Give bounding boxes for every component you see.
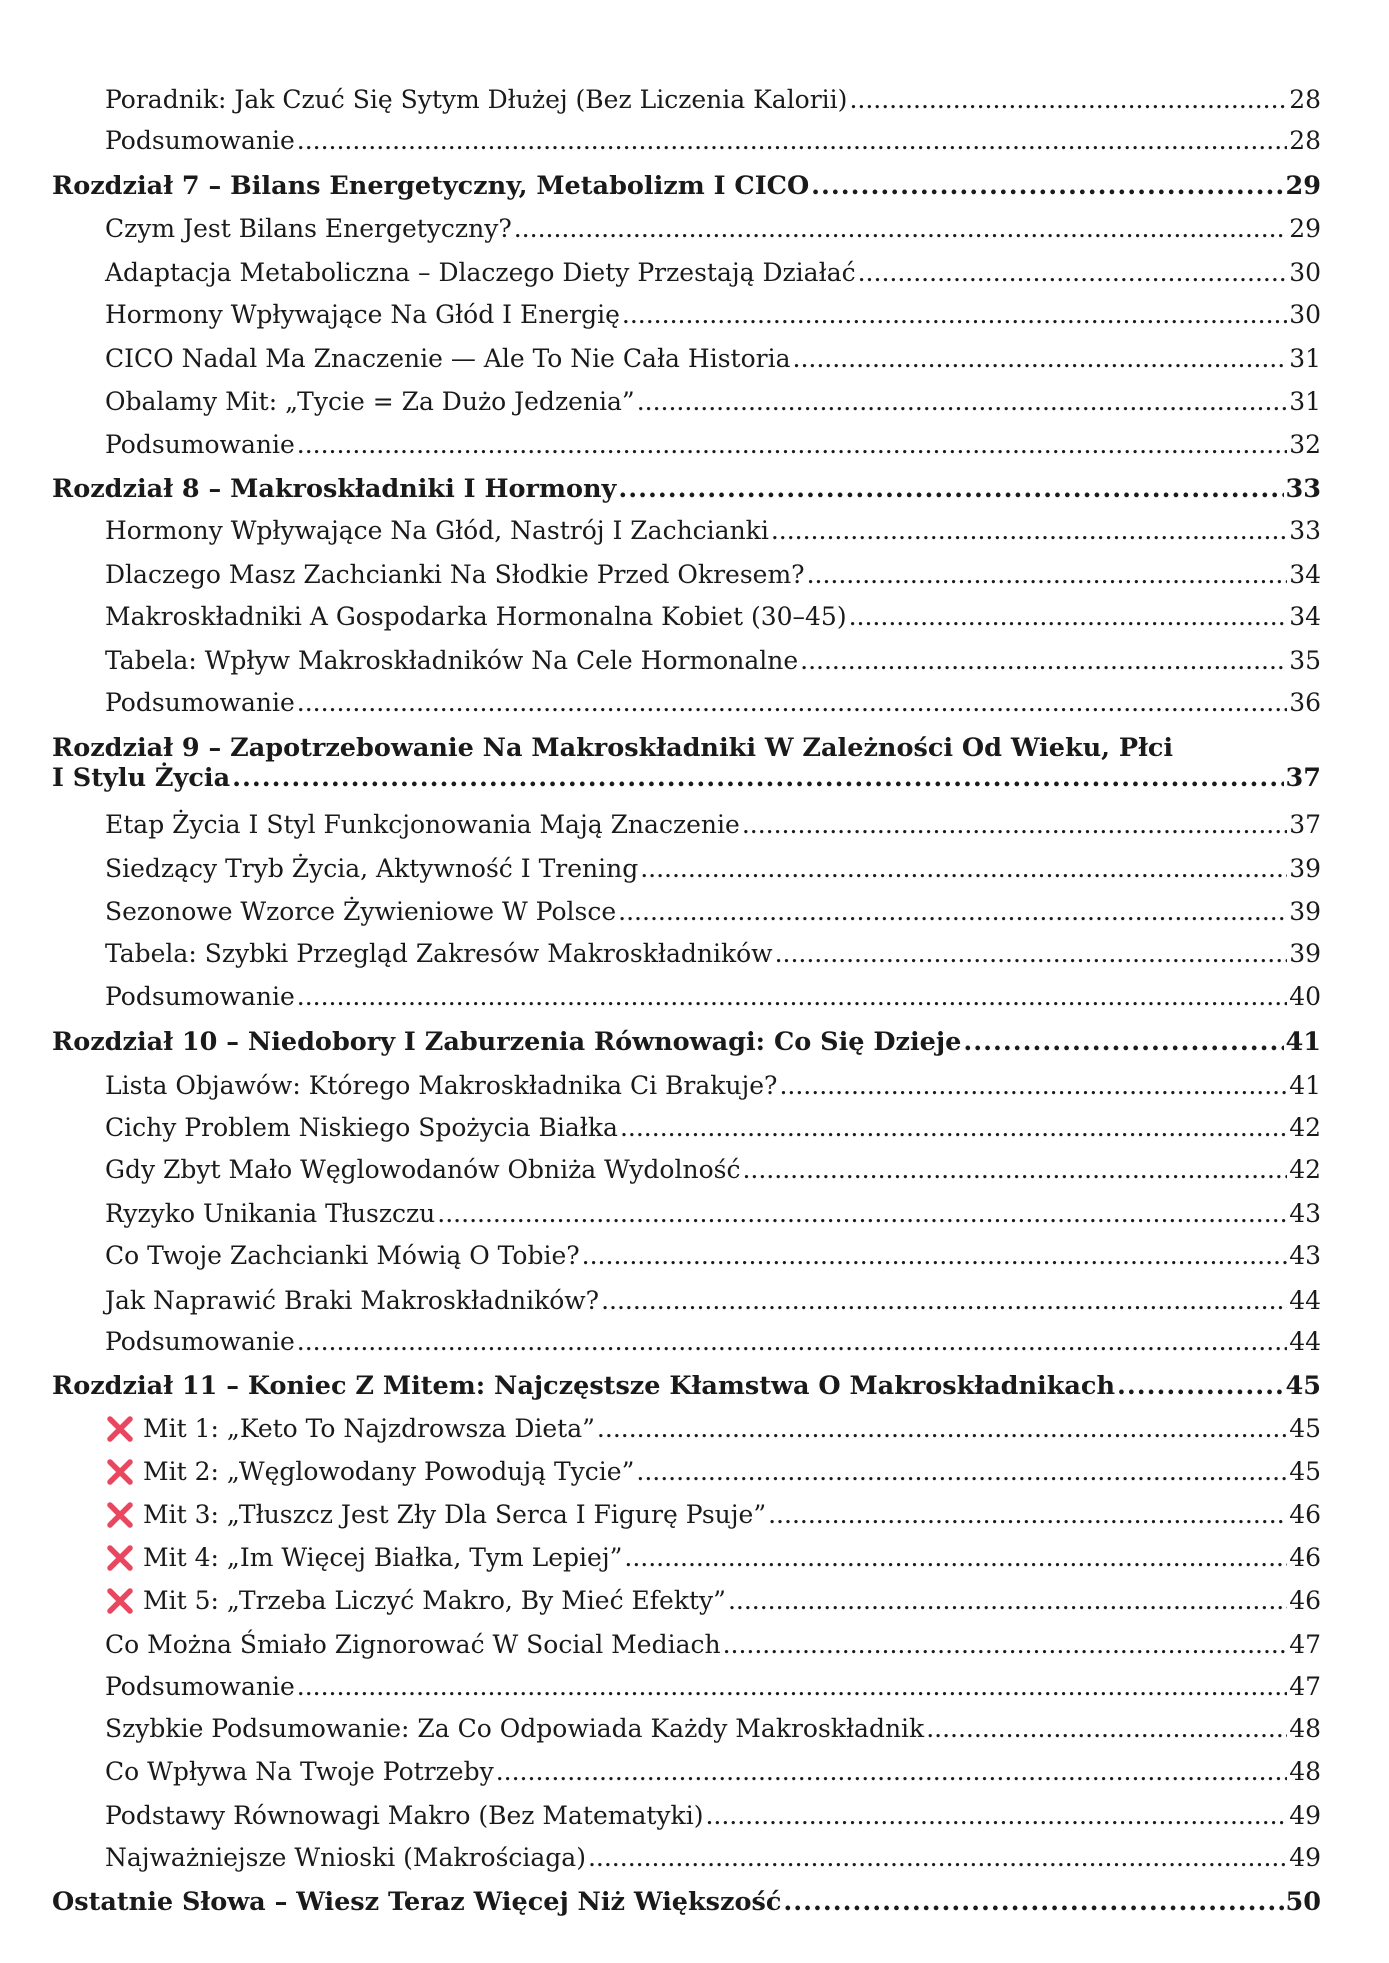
toc-subentry[interactable]	[105, 1327, 1321, 1356]
dot-leader	[783, 1887, 1283, 1917]
toc-entry-title: Siedzący Tryb Życia, Aktywność I Trening	[105, 854, 639, 883]
toc-entry-title: Rozdział 10 – Niedobory I Zaburzenia Równowagi: Co Się Dzieje	[52, 1027, 962, 1057]
toc-subentry[interactable]	[105, 258, 1321, 287]
dot-leader	[636, 1457, 1287, 1486]
toc-page-number: 41	[1285, 1027, 1321, 1057]
toc-subentry[interactable]	[105, 560, 1321, 589]
toc-page-number: 28	[1289, 85, 1321, 114]
toc-entry-title-continued: I Stylu Życia	[52, 763, 231, 793]
toc-entry-title: Ryzyko Unikania Tłuszczu	[105, 1199, 436, 1228]
toc-page-number: 35	[1289, 646, 1321, 675]
x-mark-icon	[105, 1501, 135, 1529]
toc-entry-title: Obalamy Mit: „Tycie = Za Dużo Jedzenia”	[105, 387, 635, 416]
toc-entry-title: Rozdział 8 – Makroskładniki I Hormony	[52, 474, 617, 504]
x-mark-icon	[105, 1544, 135, 1572]
dot-leader	[618, 897, 1287, 926]
dot-leader	[297, 982, 1287, 1011]
toc-chapter-entry[interactable]	[52, 733, 1321, 793]
toc-entry-title: Co Można Śmiało Zignorować W Social Mediach	[105, 1630, 721, 1659]
toc-subentry[interactable]	[105, 1672, 1321, 1701]
toc-page-number: 39	[1289, 854, 1321, 883]
dot-leader	[622, 300, 1287, 329]
dot-leader	[297, 430, 1287, 459]
dot-leader	[618, 474, 1283, 504]
dot-leader	[811, 171, 1283, 201]
toc-page-number: 49	[1289, 1801, 1321, 1830]
toc-page-number: 31	[1289, 387, 1321, 416]
toc-entry-title: Podsumowanie	[105, 430, 295, 459]
toc-subentry[interactable]	[105, 810, 1321, 839]
toc-entry-title: Tabela: Szybki Przegląd Zakresów Makroskładników	[105, 939, 773, 968]
toc-page-number: 34	[1289, 602, 1321, 631]
toc-page-number: 44	[1289, 1327, 1321, 1356]
toc-page-number: 43	[1289, 1241, 1321, 1270]
toc-entry-title: Cichy Problem Niskiego Spożycia Białka	[105, 1113, 618, 1142]
dot-leader	[728, 1586, 1287, 1615]
x-mark-icon	[105, 1415, 135, 1443]
toc-subentry[interactable]	[105, 688, 1321, 717]
toc-entry-title: Co Wpływa Na Twoje Potrzeby	[105, 1757, 494, 1786]
toc-subentry[interactable]	[105, 1155, 1321, 1184]
toc-subentry[interactable]	[105, 344, 1321, 373]
dot-leader	[1117, 1371, 1284, 1401]
toc-subentry[interactable]	[105, 1286, 1321, 1315]
dot-leader	[496, 1757, 1287, 1786]
toc-subentry[interactable]	[105, 1714, 1321, 1743]
toc-subentry[interactable]	[105, 1071, 1321, 1100]
toc-entry-title: CICO Nadal Ma Znaczenie — Ale To Nie Cała Historia	[105, 344, 791, 373]
toc-page-number: 32	[1289, 430, 1321, 459]
toc-entry-title: Ostatnie Słowa – Wiesz Teraz Więcej Niż Większość	[52, 1887, 782, 1917]
toc-entry-title: Szybkie Podsumowanie: Za Co Odpowiada Każdy Makroskładnik	[105, 1714, 925, 1743]
dot-leader	[926, 1714, 1287, 1743]
toc-page-number: 47	[1289, 1672, 1321, 1701]
toc-entry-title: Mit 2: „Węglowodany Powodują Tycie”	[143, 1457, 635, 1486]
toc-entry-title: Jak Naprawić Braki Makroskładników?	[105, 1286, 600, 1315]
toc-page-number: 30	[1289, 258, 1321, 287]
toc-page-number: 46	[1289, 1586, 1321, 1615]
x-mark-icon	[105, 1587, 135, 1615]
toc-chapter-entry[interactable]	[52, 1371, 1321, 1401]
toc-subentry[interactable]	[105, 1500, 1321, 1529]
toc-entry-title: Podsumowanie	[105, 1672, 295, 1701]
toc-entry-title: Podsumowanie	[105, 688, 295, 717]
toc-entry-title: Sezonowe Wzorce Żywieniowe W Polsce	[105, 897, 617, 926]
dot-leader	[800, 646, 1287, 675]
dot-leader	[582, 1241, 1288, 1270]
dot-leader	[742, 810, 1287, 839]
toc-entry-title: Czym Jest Bilans Energetyczny?	[105, 214, 512, 243]
toc-entry-title: Etap Życia I Styl Funkcjonowania Mają Znaczenie	[105, 810, 740, 839]
dot-leader	[849, 602, 1288, 631]
toc-subentry[interactable]	[105, 939, 1321, 968]
toc-page-number: 30	[1289, 300, 1321, 329]
toc-entry-title: Podsumowanie	[105, 126, 295, 155]
dot-leader	[620, 1113, 1287, 1142]
toc-entry-title: Rozdział 9 – Zapotrzebowanie Na Makroskładniki W Zależności Od Wieku, Płci	[52, 733, 1174, 763]
toc-page-number: 39	[1289, 897, 1321, 926]
toc-subentry[interactable]	[105, 854, 1321, 883]
toc-page-number: 47	[1289, 1630, 1321, 1659]
dot-leader	[793, 344, 1288, 373]
toc-subentry[interactable]	[105, 1843, 1321, 1872]
toc-subentry[interactable]	[105, 1113, 1321, 1142]
toc-entry-title: Lista Objawów: Którego Makroskładnika Ci Brakuje?	[105, 1071, 778, 1100]
dot-leader	[768, 1500, 1287, 1529]
dot-leader	[775, 939, 1288, 968]
toc-subentry[interactable]	[105, 982, 1321, 1011]
toc-page-number: 28	[1289, 126, 1321, 155]
toc-page-number: 37	[1285, 763, 1321, 793]
toc-page-number: 43	[1289, 1199, 1321, 1228]
toc-subentry[interactable]	[105, 1757, 1321, 1786]
toc-subentry[interactable]	[105, 897, 1321, 926]
toc-entry-title: Najważniejsze Wnioski (Makrościaga)	[105, 1843, 586, 1872]
toc-entry-title: Mit 4: „Im Więcej Białka, Tym Lepiej”	[143, 1543, 623, 1572]
toc-page-number: 39	[1289, 939, 1321, 968]
toc-page-number: 42	[1289, 1113, 1321, 1142]
toc-page-number: 42	[1289, 1155, 1321, 1184]
toc-page-number: 45	[1289, 1414, 1321, 1443]
toc-page-number: 29	[1289, 214, 1321, 243]
toc-entry-title: Mit 5: „Trzeba Liczyć Makro, By Mieć Efekty”	[143, 1586, 726, 1615]
toc-entry-title: Podsumowanie	[105, 1327, 295, 1356]
dot-leader	[963, 1027, 1283, 1057]
toc-subentry[interactable]	[105, 1457, 1321, 1486]
dot-leader	[297, 688, 1287, 717]
dot-leader	[297, 1672, 1287, 1701]
toc-entry-title: Makroskładniki A Gospodarka Hormonalna Kobiet (30–45)	[105, 602, 847, 631]
toc-page-number: 33	[1285, 474, 1321, 504]
toc-chapter-entry[interactable]	[52, 171, 1321, 201]
toc-page-number: 31	[1289, 344, 1321, 373]
toc-chapter-entry[interactable]	[52, 474, 1321, 504]
toc-page-number: 37	[1289, 810, 1321, 839]
toc-subentry[interactable]	[105, 1801, 1321, 1830]
toc-page-number: 29	[1285, 171, 1321, 201]
toc-page-number: 34	[1289, 560, 1321, 589]
dot-leader	[588, 1843, 1287, 1872]
toc-entry-title: Gdy Zbyt Mało Węglowodanów Obniża Wydolność	[105, 1155, 741, 1184]
toc-page-number: 45	[1289, 1457, 1321, 1486]
toc-page-number: 50	[1285, 1887, 1321, 1917]
toc-subentry[interactable]	[105, 602, 1321, 631]
toc-page-number: 36	[1289, 688, 1321, 717]
dot-leader	[232, 763, 1283, 793]
toc-subentry[interactable]	[105, 516, 1321, 545]
toc-page-number: 48	[1289, 1757, 1321, 1786]
toc-page-number: 49	[1289, 1843, 1321, 1872]
toc-subentry[interactable]	[105, 1586, 1321, 1615]
dot-leader	[601, 1286, 1287, 1315]
toc-chapter-entry[interactable]	[52, 1887, 1321, 1917]
dot-leader	[771, 516, 1287, 545]
dot-leader	[807, 560, 1288, 589]
toc-page-number: 33	[1289, 516, 1321, 545]
toc-subentry[interactable]	[105, 1199, 1321, 1228]
toc-subentry[interactable]	[105, 1630, 1321, 1659]
toc-page-number: 48	[1289, 1714, 1321, 1743]
toc-subentry[interactable]	[105, 300, 1321, 329]
toc-entry-title: Tabela: Wpływ Makroskładników Na Cele Hormonalne	[105, 646, 799, 675]
toc-entry-title: Poradnik: Jak Czuć Się Sytym Dłużej (Bez Liczenia Kalorii)	[105, 85, 848, 114]
dot-leader	[437, 1199, 1287, 1228]
toc-entry-title: Mit 3: „Tłuszcz Jest Zły Dla Serca I Figurę Psuje”	[143, 1500, 767, 1529]
x-mark-icon	[105, 1458, 135, 1486]
toc-entry-title: Hormony Wpływające Na Głód, Nastrój I Zachcianki	[105, 516, 769, 545]
toc-subentry[interactable]	[105, 387, 1321, 416]
dot-leader	[849, 85, 1287, 114]
toc-entry-title: Podstawy Równowagi Makro (Bez Matematyki)	[105, 1801, 704, 1830]
toc-chapter-entry[interactable]	[52, 1027, 1321, 1057]
toc-entry-title: Dlaczego Masz Zachcianki Na Słodkie Przed Okresem?	[105, 560, 805, 589]
toc-page-number: 46	[1289, 1500, 1321, 1529]
toc-entry-title: Adaptacja Metaboliczna – Dlaczego Diety Przestają Działać	[105, 258, 856, 287]
toc-subentry[interactable]	[105, 1241, 1321, 1270]
toc-entry-title: Hormony Wpływające Na Głód I Energię	[105, 300, 620, 329]
dot-leader	[779, 1071, 1287, 1100]
dot-leader	[723, 1630, 1288, 1659]
dot-leader	[858, 258, 1288, 287]
dot-leader	[624, 1543, 1287, 1572]
dot-leader	[514, 214, 1287, 243]
dot-leader	[742, 1155, 1287, 1184]
toc-entry-title: Mit 1: „Keto To Najzdrowsza Dieta”	[143, 1414, 595, 1443]
toc-page-number: 40	[1289, 982, 1321, 1011]
toc-subentry[interactable]	[105, 646, 1321, 675]
toc-subentry[interactable]	[105, 1543, 1321, 1572]
dot-leader	[297, 1327, 1287, 1356]
toc-page-number: 41	[1289, 1071, 1321, 1100]
toc-subentry[interactable]	[105, 85, 1321, 114]
toc-subentry[interactable]	[105, 1414, 1321, 1443]
dot-leader	[597, 1414, 1287, 1443]
toc-entry-title: Rozdział 11 – Koniec Z Mitem: Najczęstsze Kłamstwa O Makroskładnikach	[52, 1371, 1115, 1401]
toc-page-number: 46	[1289, 1543, 1321, 1572]
dot-leader	[297, 126, 1287, 155]
dot-leader	[640, 854, 1287, 883]
toc-page-number: 44	[1289, 1286, 1321, 1315]
toc-entry-title: Podsumowanie	[105, 982, 295, 1011]
dot-leader	[705, 1801, 1287, 1830]
toc-subentry[interactable]	[105, 214, 1321, 243]
toc-subentry[interactable]	[105, 430, 1321, 459]
toc-entry-title: Rozdział 7 – Bilans Energetyczny, Metabolizm I CICO	[52, 171, 810, 201]
toc-page-number: 45	[1285, 1371, 1321, 1401]
dot-leader	[637, 387, 1288, 416]
toc-subentry[interactable]	[105, 126, 1321, 155]
toc-entry-title: Co Twoje Zachcianki Mówią O Tobie?	[105, 1241, 580, 1270]
